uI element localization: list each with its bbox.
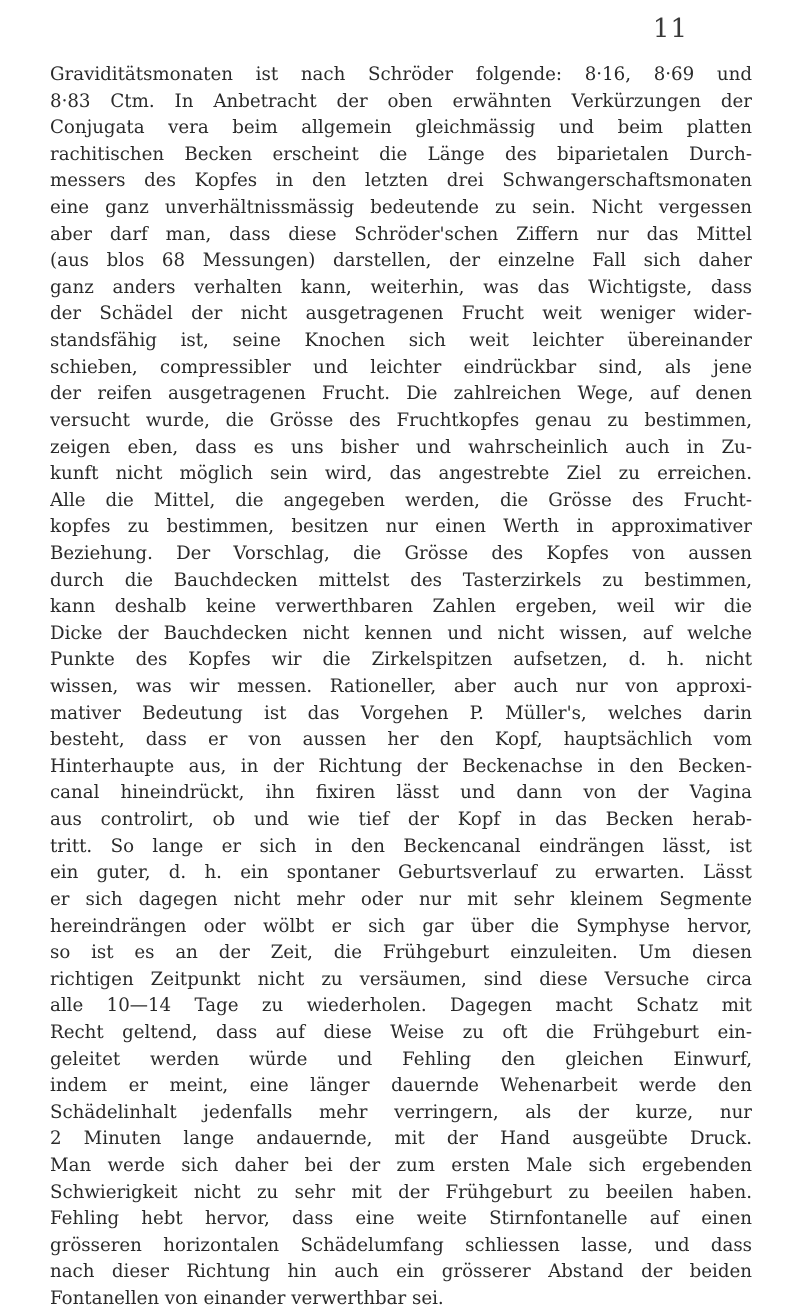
text-line: grösseren horizontalen Schädelumfang schliessen lasse, und dass [50,1234,752,1256]
text-line: Fontanellen von einander verwerthbar sei. [50,1288,444,1310]
text-line: eine ganz unverhältnissmässig bedeutende zu sein. Nicht vergessen [50,197,752,219]
text-line: Graviditätsmonaten ist nach Schröder folgende: 8·16, 8·69 und [50,64,752,85]
text-line: ein guter, d. h. ein spontaner Geburtsverlauf zu erwarten. Lässt [50,862,752,884]
text-line: Punkte des Kopfes wir die Zirkelspitzen aufsetzen, d. h. nicht [50,649,752,671]
text-line: messers des Kopfes in den letzten drei Schwangerschaftsmonaten [50,170,752,192]
text-line: 2 Minuten lange andauernde, mit der Hand ausgeübte Druck. [50,1128,752,1150]
text-line: Fehling hebt hervor, dass eine weite Stirnfontanelle auf einen [50,1208,752,1230]
text-line: Conjugata vera beim allgemein gleichmässig und beim platten [50,117,752,139]
text-line: schieben, compressibler und leichter eindrückbar sind, als jene [50,356,752,378]
text-line: kopfes zu bestimmen, besitzen nur einen Werth in approximativer [50,516,752,538]
text-line: kunft nicht möglich sein wird, das angestrebte Ziel zu erreichen. [50,463,752,485]
text-line: Dicke der Bauchdecken nicht kennen und nicht wissen, auf welche [50,622,752,644]
text-line: Alle die Mittel, die angegeben werden, die Grösse des Frucht- [50,489,752,511]
text-line: wissen, was wir messen. Rationeller, aber auch nur von approxi- [50,676,752,698]
text-line: nach dieser Richtung hin auch ein grösserer Abstand der beiden [50,1261,752,1283]
text-line: zeigen eben, dass es uns bisher und wahrscheinlich auch in Zu- [50,436,752,458]
text-line: standsfähig ist, seine Knochen sich weit leichter übereinander [50,330,752,352]
text-line: tritt. So lange er sich in den Beckencanal eindrängen lässt, ist [50,835,752,857]
text-line: Beziehung. Der Vorschlag, die Grösse des Kopfes von aussen [50,542,752,564]
body-text [50,62,752,1313]
text-line: richtigen Zeitpunkt nicht zu versäumen, sind diese Versuche circa [50,968,752,990]
text-line: aus controlirt, ob und wie tief der Kopf in das Becken herab- [50,809,752,831]
text-line: canal hineindrückt, ihn fixiren lässt und dann von der Vagina [50,782,752,804]
text-line: Hinterhaupte aus, in der Richtung der Beckenachse in den Becken- [50,755,752,777]
text-line: indem er meint, eine länger dauernde Wehenarbeit werde den [50,1075,752,1097]
text-line: ganz anders verhalten kann, weiterhin, was das Wichtigste, dass [50,276,752,298]
page-number: 11 [652,14,688,44]
text-line: aber darf man, dass diese Schröder'schen Ziffern nur das Mittel [50,223,752,245]
text-line: so ist es an der Zeit, die Frühgeburt einzuleiten. Um diesen [50,942,752,964]
text-line: durch die Bauchdecken mittelst des Tasterzirkels zu bestimmen, [50,569,752,591]
text-line: hereindrängen oder wölbt er sich gar über die Symphyse hervor, [50,915,752,937]
text-line: 8·83 Ctm. In Anbetracht der oben erwähnten Verkürzungen der [50,90,752,112]
text-line: der reifen ausgetragenen Frucht. Die zahlreichen Wege, auf denen [50,383,752,405]
text-line: Man werde sich daher bei der zum ersten Male sich ergebenden [50,1154,752,1176]
text-line: der Schädel der nicht ausgetragenen Frucht weit weniger wider- [50,303,752,325]
text-line: kann deshalb keine verwerthbaren Zahlen ergeben, weil wir die [50,596,752,618]
text-line: geleitet werden würde und Fehling den gleichen Einwurf, [50,1048,752,1070]
text-line: Schädelinhalt jedenfalls mehr verringern, als der kurze, nur [50,1101,752,1123]
text-line: er sich dagegen nicht mehr oder nur mit sehr kleinem Segmente [50,888,752,910]
text-line: besteht, dass er von aussen her den Kopf, hauptsächlich vom [50,729,752,751]
text-line: rachitischen Becken erscheint die Länge des biparietalen Durch- [50,143,752,165]
text-line: mativer Bedeutung ist das Vorgehen P. Müller's, welches darin [50,702,752,724]
text-line: alle 10—14 Tage zu wiederholen. Dagegen macht Schatz mit [50,995,752,1017]
text-line: versucht wurde, die Grösse des Fruchtkopfes genau zu bestimmen, [50,409,752,431]
text-line: Schwierigkeit nicht zu sehr mit der Frühgeburt zu beeilen haben. [50,1181,752,1203]
text-line: (aus blos 68 Messungen) darstellen, der einzelne Fall sich daher [50,250,752,272]
text-line: Recht geltend, dass auf diese Weise zu oft die Frühgeburt ein- [50,1021,752,1043]
